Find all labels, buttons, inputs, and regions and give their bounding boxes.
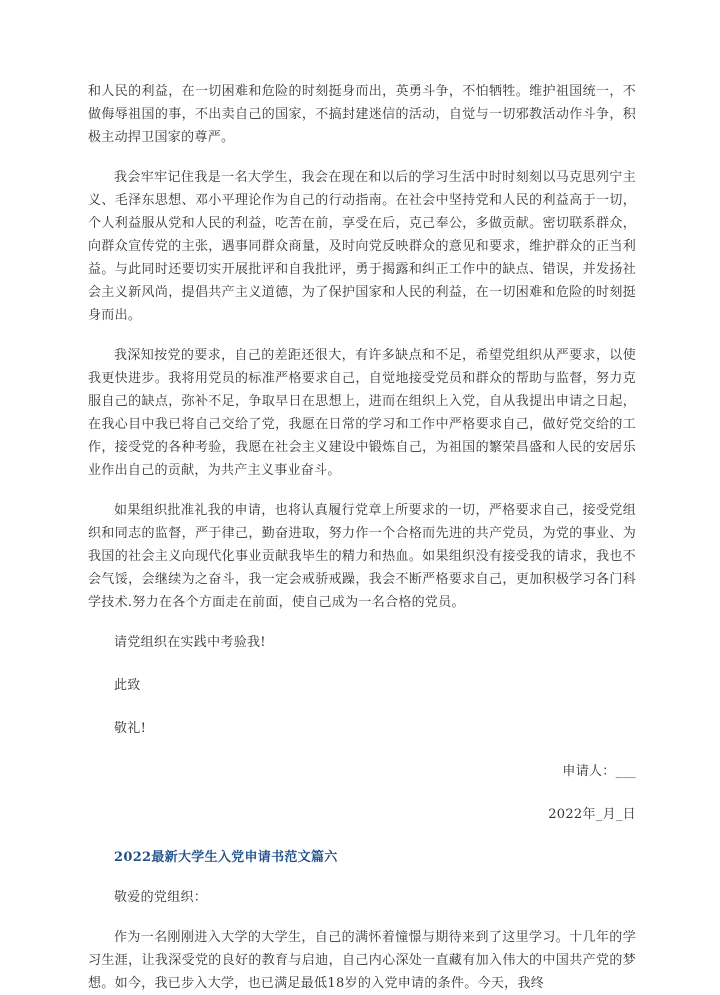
section-heading: 2022最新大学生入党申请书范文篇六 <box>114 850 338 865</box>
closing-cizhi: 此致 <box>114 678 141 693</box>
signature-line: 申请人：___ <box>562 764 636 779</box>
paragraph-4: 如果组织批准礼我的申请，也将认真履行党章上所要求的一切，严格要求自己，接受党组织和同志的监督，严于律己，勤奋进取，努力作一个合格而先进的共产党员，为党的事业、为我国的社会主义向现代化事业贡献我毕生的精力和热血。如果组织没有接受我的请求，我也不会气馁，会继续为之奋斗，我一定会戒骄戒躁，我会不断严格要求自己，更加积极学习各门科学技术.努力在各个方面走在前面，使自己成为一名合格的党员。 <box>88 503 636 610</box>
closing-jingli: 敬礼! <box>114 721 147 736</box>
paragraph-2: 我会牢牢记住我是一名大学生，我会在现在和以后的学习生活中时时刻刻以马克思列宁主义、毛泽东思想、邓小平理论作为自己的行动指南。在社会中坚持党和人民的利益高于一切，个人利益服从党和人民的利益，吃苦在前，享受在后，克己奉公，多做贡献。密切联系群众，向群众宣传党的主张，遇事同群众商量，及时向党反映群众的意见和要求，维护群众的正当利益。与此同时还要切实开展批评和自我批评，勇于揭露和纠正工作中的缺点、错误，并发扬社会主义新风尚，提倡共产主义道德，为了保护国家和人民的利益，在一切困难和危险的时刻挺身而出。 <box>88 170 636 323</box>
paragraph-3: 我深知按党的要求，自己的差距还很大，有许多缺点和不足，希望党组织从严要求，以使我更快进步。我将用党员的标准严格要求自己，自觉地接受党员和群众的帮助与监督，努力克服自己的缺点，弥补不足，争取早日在思想上，进而在组织上入党，自从我提出申请之日起，在我心目中我已将自己交给了党，我愿在日常的学习和工作中严格要求自己，做好党交给的工作，接受党的各种考验，我愿在社会主义建设中锻炼自己，为祖国的繁荣昌盛和人民的安居乐业作出自己的贡献，为共产主义事业奋斗。 <box>88 348 636 478</box>
paragraph-1: 和人民的利益，在一切困难和危险的时刻挺身而出，英勇斗争，不怕牺牲。维护祖国统一，不做侮辱祖国的事，不出卖自己的国家，不搞封建迷信的活动，自觉与一切邪教活动作斗争，积极主动捍卫国家的尊严。 <box>88 84 636 145</box>
paragraph-6: 作为一名刚刚进入大学的大学生，自己的满怀着憧憬与期待来到了这里学习。十几年的学习生涯，让我深受党的良好的教育与启迪，自己内心深处一直藏有加入伟大的中国共产党的梦想。如今，我已步入大学，也已满足最低18岁的入党申请的条件。今天，我终 <box>88 930 636 991</box>
document-body <box>88 80 636 995</box>
salutation: 敬爱的党组织： <box>114 890 208 905</box>
date-line: 2022年_月_日 <box>548 807 636 822</box>
paragraph-5: 请党组织在实践中考验我! <box>114 635 266 650</box>
